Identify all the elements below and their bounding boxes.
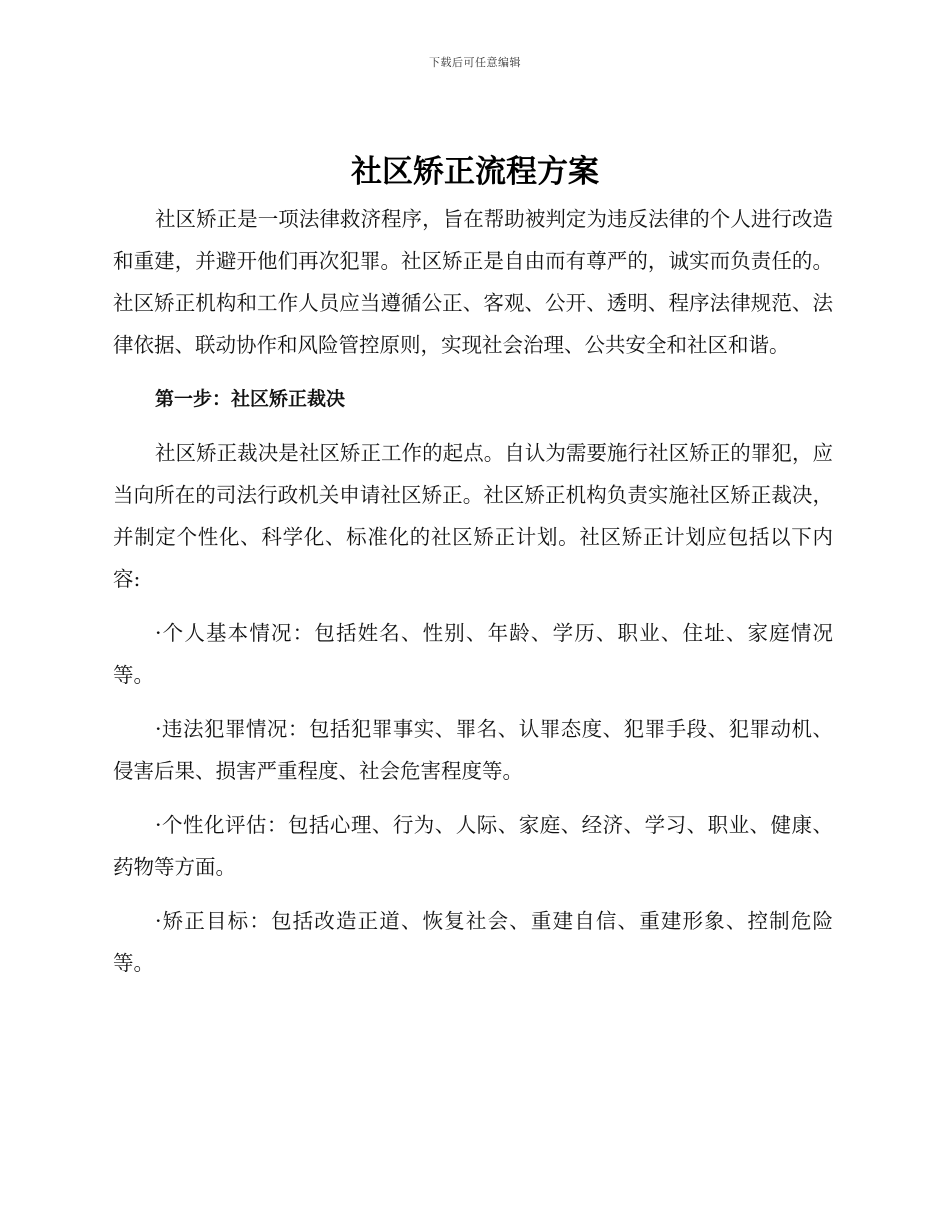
step1-paragraph: 社区矫正裁决是社区矫正工作的起点。自认为需要施行社区矫正的罪犯，应当向所在的司法行政机关申请社区矫正。社区矫正机构负责实施社区矫正裁决，并制定个性化、科学化、标准化的社区矫正计划。社区矫正计划应包括以下内容: — [113, 441, 833, 591]
page-header-note: 下载后可任意编辑 — [429, 56, 521, 69]
list-item-basic-info: ·个人基本情况：包括姓名、性别、年龄、学历、职业、住址、家庭情况等。 — [113, 621, 833, 687]
step1-heading: 第一步：社区矫正裁决 — [155, 388, 346, 410]
list-item-assessment: ·个性化评估：包括心理、行为、人际、家庭、经济、学习、职业、健康、药物等方面。 — [113, 813, 833, 879]
list-item-crime-info: ·违法犯罪情况：包括犯罪事实、罪名、认罪态度、犯罪手段、犯罪动机、侵害后果、损害严重程度、社会危害程度等。 — [113, 717, 833, 783]
list-item-correction-goals: ·矫正目标：包括改造正道、恢复社会、重建自信、重建形象、控制危险等。 — [113, 909, 833, 975]
document-body — [113, 198, 833, 984]
document-title: 社区矫正流程方案 — [351, 154, 599, 190]
intro-paragraph: 社区矫正是一项法律救济程序，旨在帮助被判定为违反法律的个人进行改造和重建，并避开他们再次犯罪。社区矫正是自由而有尊严的，诚实而负责任的。社区矫正机构和工作人员应当遵循公正、客观、公开、透明、程序法律规范、法律依据、联动协作和风险管控原则，实现社会治理、公共安全和社区和谐。 — [113, 207, 833, 357]
